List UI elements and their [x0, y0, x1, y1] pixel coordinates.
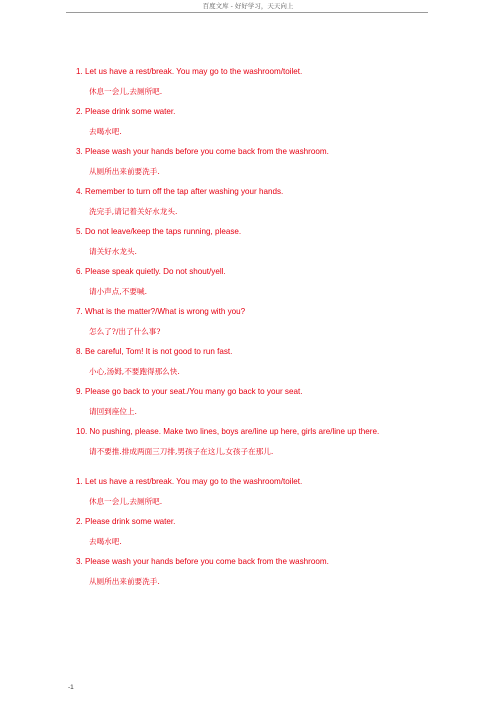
phrase-chinese: 休息一会儿,去厕所吧.	[89, 87, 163, 96]
phrase-chinese: 请回到座位上.	[89, 407, 137, 416]
page-header: 百度文库 - 好好学习，天天向上	[202, 2, 294, 10]
phrase-chinese: 请不要推.排成两面三刀排,男孩子在这儿,女孩子在那儿.	[89, 447, 274, 456]
phrase-english: 8. Be careful, Tom! It is not good to run fast.	[76, 347, 233, 356]
phrase-english: 9. Please go back to your seat./You many go back to your seat.	[76, 387, 303, 396]
phrase-chinese: 去喝水吧.	[89, 127, 122, 136]
phrase-english: 2. Please drink some water.	[76, 517, 176, 526]
phrase-chinese: 从厕所出来前要洗手.	[89, 167, 160, 176]
phrase-chinese: 怎么了?/出了什么事?	[89, 327, 161, 336]
phrase-chinese: 去喝水吧.	[89, 537, 122, 546]
phrase-chinese: 洗完手,请记着关好水龙头.	[89, 207, 178, 216]
phrase-english: 2. Please drink some water.	[76, 107, 176, 116]
phrase-english: 3. Please wash your hands before you come back from the washroom.	[76, 557, 329, 566]
phrase-chinese: 小心,汤姆,不要跑得那么快.	[89, 367, 180, 376]
phrase-english: 6. Please speak quietly. Do not shout/yell.	[76, 267, 226, 276]
document-body	[76, 66, 436, 587]
phrase-english: 3. Please wash your hands before you come back from the washroom.	[76, 147, 329, 156]
phrase-english: 7. What is the matter?/What is wrong with you?	[76, 307, 246, 316]
phrase-english: 4. Remember to turn off the tap after washing your hands.	[76, 187, 284, 196]
header-divider	[66, 12, 428, 13]
phrase-english: 1. Let us have a rest/break. You may go to the washroom/toilet.	[76, 477, 303, 486]
phrase-chinese: 休息一会儿,去厕所吧.	[89, 497, 163, 506]
page-number: -1	[68, 684, 74, 691]
phrase-english: 5. Do not leave/keep the taps running, please.	[76, 227, 242, 236]
phrase-chinese: 从厕所出来前要洗手.	[89, 577, 160, 586]
phrase-english: 10. No pushing, please. Make two lines, boys are/line up here, girls are/line up there.	[76, 427, 380, 436]
phrase-english: 1. Let us have a rest/break. You may go to the washroom/toilet.	[76, 67, 303, 76]
phrase-chinese: 请关好水龙头.	[89, 247, 137, 256]
phrase-chinese: 请小声点,不要喊.	[89, 287, 147, 296]
